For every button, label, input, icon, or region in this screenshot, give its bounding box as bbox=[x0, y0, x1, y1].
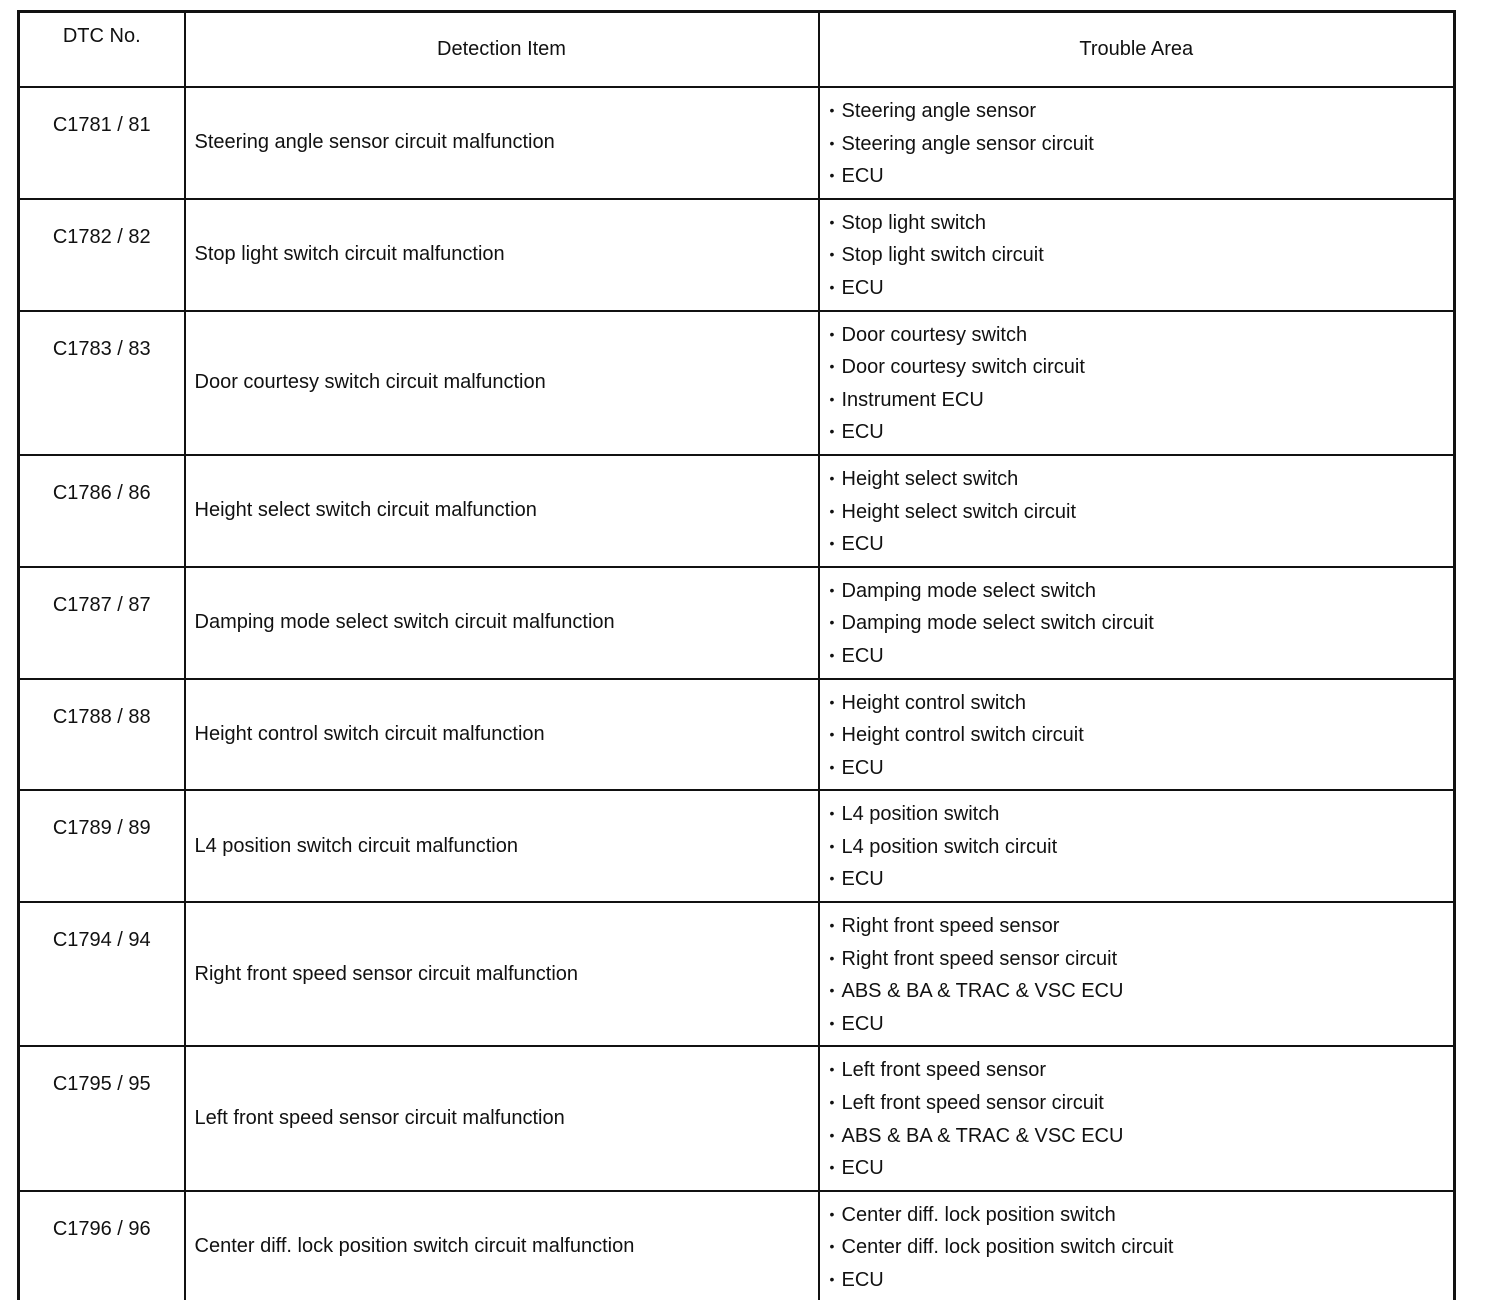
trouble-area-item bbox=[830, 1092, 1454, 1125]
trouble-area-item bbox=[830, 212, 1454, 245]
trouble-area-item bbox=[830, 533, 1454, 566]
dtc-number: C1781 / 81 bbox=[19, 87, 185, 199]
trouble-area-text: Left front speed sensor circuit bbox=[841, 1092, 1104, 1115]
trouble-area-text: ECU bbox=[841, 276, 884, 299]
trouble-area-text: ECU bbox=[841, 1012, 884, 1035]
trouble-area-text: Door courtesy switch circuit bbox=[841, 356, 1085, 379]
dtc-number: C1788 / 88 bbox=[19, 679, 185, 791]
bullet-icon: • bbox=[829, 1271, 835, 1287]
trouble-area-list bbox=[830, 692, 1454, 790]
dtc-number: C1795 / 95 bbox=[19, 1046, 185, 1190]
trouble-area-item bbox=[830, 757, 1454, 790]
trouble-area-item bbox=[830, 1059, 1454, 1092]
trouble-area-item bbox=[830, 1125, 1454, 1158]
trouble-area-list bbox=[830, 915, 1454, 1045]
trouble-area-text: ECU bbox=[841, 1157, 884, 1180]
trouble-area-text: Stop light switch bbox=[841, 211, 987, 234]
trouble-area-item bbox=[830, 724, 1454, 757]
trouble-area-item bbox=[830, 501, 1454, 534]
dtc-table bbox=[17, 10, 1456, 1300]
trouble-area-item bbox=[830, 1269, 1454, 1300]
trouble-area-item bbox=[830, 948, 1454, 981]
bullet-icon: • bbox=[829, 837, 835, 854]
header-trouble-area: Trouble Area bbox=[819, 12, 1455, 88]
trouble-area-text: Center diff. lock position switch bbox=[841, 1203, 1116, 1226]
bullet-icon: • bbox=[829, 1014, 835, 1031]
trouble-area-text: Right front speed sensor circuit bbox=[841, 947, 1118, 970]
trouble-area-item bbox=[830, 1236, 1454, 1269]
trouble-area-text: Left front speed sensor bbox=[841, 1059, 1047, 1082]
trouble-area-list bbox=[830, 100, 1454, 198]
bullet-icon: • bbox=[829, 469, 835, 486]
trouble-area-item bbox=[830, 324, 1454, 357]
trouble-area-text: Damping mode select switch circuit bbox=[841, 612, 1154, 635]
trouble-area-item bbox=[830, 389, 1454, 422]
trouble-area-list bbox=[830, 212, 1454, 310]
trouble-area-item bbox=[830, 244, 1454, 277]
bullet-icon: • bbox=[829, 213, 835, 230]
trouble-area-item bbox=[830, 645, 1454, 678]
trouble-area-item bbox=[830, 915, 1454, 948]
dtc-number: C1796 / 96 bbox=[19, 1191, 185, 1300]
trouble-area-item bbox=[830, 1204, 1454, 1237]
trouble-area-text: ABS & BA & TRAC & VSC ECU bbox=[841, 980, 1124, 1003]
trouble-area-item bbox=[830, 692, 1454, 725]
trouble-area-cell bbox=[819, 311, 1455, 455]
table-row bbox=[19, 199, 1455, 311]
bullet-icon: • bbox=[829, 134, 835, 151]
trouble-area-cell bbox=[819, 1046, 1455, 1190]
trouble-area-text: ECU bbox=[841, 868, 884, 891]
table-row bbox=[19, 679, 1455, 791]
detection-item: Right front speed sensor circuit malfunction bbox=[185, 902, 819, 1046]
table-body bbox=[19, 87, 1455, 1300]
bullet-icon: • bbox=[829, 535, 835, 552]
trouble-area-text: Damping mode select switch bbox=[841, 579, 1097, 602]
detection-item: Stop light switch circuit malfunction bbox=[185, 199, 819, 311]
trouble-area-text: Height control switch circuit bbox=[841, 724, 1084, 747]
header-row bbox=[19, 12, 1455, 88]
trouble-area-list bbox=[830, 324, 1454, 454]
bullet-icon: • bbox=[829, 246, 835, 263]
trouble-area-cell bbox=[819, 87, 1455, 199]
table-row bbox=[19, 902, 1455, 1046]
trouble-area-item bbox=[830, 868, 1454, 901]
bullet-icon: • bbox=[829, 646, 835, 663]
trouble-area-cell bbox=[819, 567, 1455, 679]
trouble-area-item bbox=[830, 580, 1454, 613]
bullet-icon: • bbox=[829, 1094, 835, 1111]
dtc-number: C1783 / 83 bbox=[19, 311, 185, 455]
detection-item: L4 position switch circuit malfunction bbox=[185, 790, 819, 902]
trouble-area-cell bbox=[819, 902, 1455, 1046]
trouble-area-cell bbox=[819, 1191, 1455, 1300]
detection-item: Center diff. lock position switch circuit malfunction bbox=[185, 1191, 819, 1300]
dtc-number: C1789 / 89 bbox=[19, 790, 185, 902]
detection-item: Damping mode select switch circuit malfunction bbox=[185, 567, 819, 679]
trouble-area-item bbox=[830, 100, 1454, 133]
trouble-area-text: Right front speed sensor bbox=[841, 915, 1060, 938]
bullet-icon: • bbox=[829, 758, 835, 775]
dtc-number: C1786 / 86 bbox=[19, 455, 185, 567]
bullet-icon: • bbox=[829, 581, 835, 598]
trouble-area-text: Door courtesy switch bbox=[841, 323, 1028, 346]
bullet-icon: • bbox=[829, 693, 835, 710]
trouble-area-list bbox=[830, 1204, 1454, 1300]
table-row bbox=[19, 790, 1455, 902]
trouble-area-text: Height select switch bbox=[841, 467, 1019, 490]
table-row bbox=[19, 311, 1455, 455]
trouble-area-item bbox=[830, 803, 1454, 836]
trouble-area-cell bbox=[819, 790, 1455, 902]
bullet-icon: • bbox=[829, 1205, 835, 1222]
trouble-area-item bbox=[830, 612, 1454, 645]
bullet-icon: • bbox=[829, 358, 835, 375]
bullet-icon: • bbox=[829, 390, 835, 407]
table-row bbox=[19, 87, 1455, 199]
header-dtc-no: DTC No. bbox=[19, 12, 185, 88]
bullet-icon: • bbox=[829, 102, 835, 118]
trouble-area-item bbox=[830, 468, 1454, 501]
trouble-area-list bbox=[830, 1059, 1454, 1189]
trouble-area-item bbox=[830, 836, 1454, 869]
trouble-area-list bbox=[830, 468, 1454, 566]
detection-item: Left front speed sensor circuit malfunction bbox=[185, 1046, 819, 1190]
trouble-area-text: Instrument ECU bbox=[841, 388, 984, 411]
bullet-icon: • bbox=[829, 1126, 835, 1143]
bullet-icon: • bbox=[829, 502, 835, 519]
trouble-area-text: Center diff. lock position switch circuit bbox=[841, 1236, 1174, 1259]
bullet-icon: • bbox=[829, 423, 835, 440]
bullet-icon: • bbox=[829, 1061, 835, 1078]
trouble-area-item bbox=[830, 1157, 1454, 1190]
trouble-area-item bbox=[830, 277, 1454, 310]
detection-item: Door courtesy switch circuit malfunction bbox=[185, 311, 819, 455]
trouble-area-text: ABS & BA & TRAC & VSC ECU bbox=[841, 1124, 1124, 1147]
trouble-area-text: Height select switch circuit bbox=[841, 500, 1077, 523]
trouble-area-text: Stop light switch circuit bbox=[841, 244, 1044, 267]
trouble-area-cell bbox=[819, 679, 1455, 791]
trouble-area-text: Steering angle sensor bbox=[841, 100, 1037, 122]
trouble-area-cell bbox=[819, 199, 1455, 311]
trouble-area-text: ECU bbox=[841, 165, 884, 188]
trouble-area-item bbox=[830, 421, 1454, 454]
bullet-icon: • bbox=[829, 1238, 835, 1255]
trouble-area-item bbox=[830, 1013, 1454, 1046]
bullet-icon: • bbox=[829, 325, 835, 342]
detection-item: Height select switch circuit malfunction bbox=[185, 455, 819, 567]
bullet-icon: • bbox=[829, 614, 835, 631]
dtc-number: C1794 / 94 bbox=[19, 902, 185, 1046]
trouble-area-text: ECU bbox=[841, 1269, 884, 1291]
header-detection-item: Detection Item bbox=[185, 12, 819, 88]
trouble-area-list bbox=[830, 580, 1454, 678]
bullet-icon: • bbox=[829, 917, 835, 934]
trouble-area-list bbox=[830, 803, 1454, 901]
bullet-icon: • bbox=[829, 805, 835, 822]
trouble-area-text: L4 position switch bbox=[841, 803, 1000, 826]
table-row bbox=[19, 1046, 1455, 1190]
table-row bbox=[19, 1191, 1455, 1300]
trouble-area-text: ECU bbox=[841, 421, 884, 444]
trouble-area-cell bbox=[819, 455, 1455, 567]
trouble-area-item bbox=[830, 165, 1454, 198]
bullet-icon: • bbox=[829, 1159, 835, 1176]
trouble-area-text: ECU bbox=[841, 644, 884, 667]
trouble-area-text: L4 position switch circuit bbox=[841, 835, 1058, 858]
trouble-area-item bbox=[830, 133, 1454, 166]
table-row bbox=[19, 455, 1455, 567]
bullet-icon: • bbox=[829, 949, 835, 966]
detection-item: Steering angle sensor circuit malfunction bbox=[185, 87, 819, 199]
bullet-icon: • bbox=[829, 167, 835, 184]
trouble-area-text: Steering angle sensor circuit bbox=[841, 132, 1094, 155]
dtc-number: C1782 / 82 bbox=[19, 199, 185, 311]
trouble-area-item bbox=[830, 980, 1454, 1013]
table-header bbox=[19, 12, 1455, 88]
trouble-area-text: ECU bbox=[841, 756, 884, 779]
bullet-icon: • bbox=[829, 870, 835, 887]
detection-item: Height control switch circuit malfunction bbox=[185, 679, 819, 791]
table-row bbox=[19, 567, 1455, 679]
trouble-area-text: Height control switch bbox=[841, 691, 1027, 714]
bullet-icon: • bbox=[829, 982, 835, 999]
trouble-area-text: ECU bbox=[841, 533, 884, 556]
trouble-area-item bbox=[830, 356, 1454, 389]
bullet-icon: • bbox=[829, 278, 835, 295]
bullet-icon: • bbox=[829, 726, 835, 743]
dtc-number: C1787 / 87 bbox=[19, 567, 185, 679]
